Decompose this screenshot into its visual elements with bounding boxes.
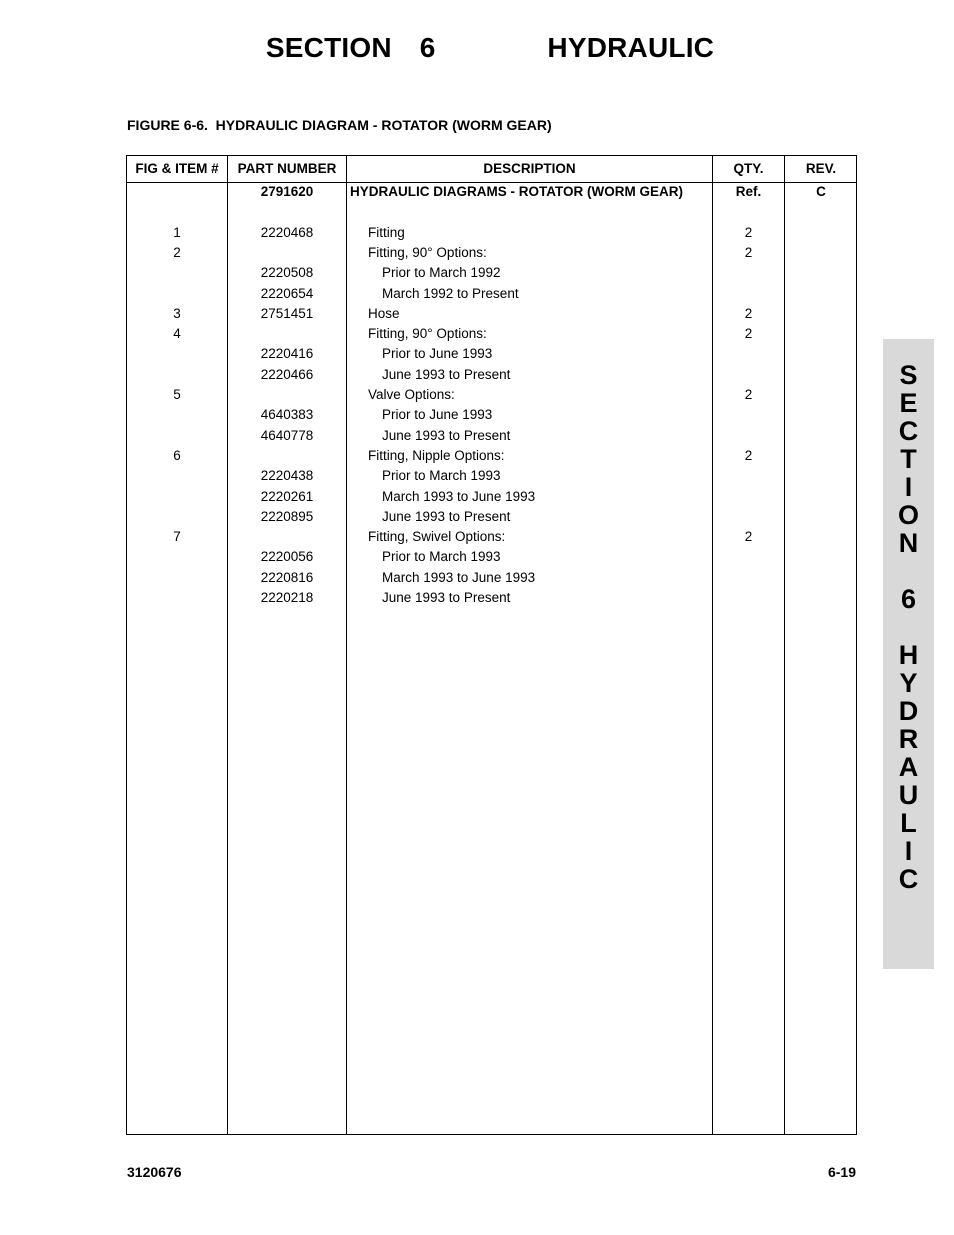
rev-cell: [785, 527, 857, 547]
part-number-cell: 2220654: [260, 285, 314, 301]
description-cell: June 1993 to Present: [382, 508, 511, 524]
rev-cell: [785, 446, 857, 466]
qty-cell: 2: [744, 326, 753, 342]
qty-cell: 2: [744, 224, 753, 240]
part-number-cell: [228, 385, 346, 405]
part-number-cell: 2220816: [260, 569, 314, 585]
table-row: [127, 527, 856, 547]
column-header-fig-item: FIG & ITEM #: [135, 161, 219, 176]
description-cell: Fitting, 90° Options:: [368, 244, 487, 260]
fig-item-cell: [127, 202, 227, 222]
part-number-cell: 2220416: [260, 346, 314, 362]
side-tab-letter: A: [898, 752, 919, 782]
part-number-cell: 2220466: [260, 366, 314, 382]
rev-cell: [785, 324, 857, 344]
rev-cell: [785, 223, 857, 243]
qty-cell: [713, 405, 784, 425]
table-row: [127, 263, 856, 283]
fig-item-cell: 1: [173, 224, 181, 240]
fig-item-cell: 5: [173, 387, 181, 402]
side-tab-letter: C: [898, 864, 919, 894]
side-tab-letter: 6: [900, 584, 917, 614]
part-number-cell: 2751451: [260, 305, 314, 321]
qty-cell: [713, 568, 784, 588]
column-header-description: DESCRIPTION: [483, 161, 576, 176]
side-tab-letter: Y: [899, 668, 918, 698]
description-cell: [350, 202, 710, 222]
description-cell: Prior to June 1993: [382, 346, 493, 362]
part-number-cell: 2220895: [260, 508, 314, 524]
qty-cell: 2: [744, 387, 753, 402]
fig-item-cell: [127, 182, 227, 202]
table-row: [127, 284, 856, 304]
side-tab-letter: S: [899, 360, 918, 390]
part-number-cell: [228, 243, 346, 263]
part-number-cell: 2220261: [260, 488, 314, 504]
description-cell: HYDRAULIC DIAGRAMS - ROTATOR (WORM GEAR): [350, 184, 683, 199]
side-tab-letter: L: [900, 808, 917, 838]
figure-title: FIGURE 6-6. HYDRAULIC DIAGRAM - ROTATOR (WORM GEAR): [127, 117, 552, 133]
table-header-row: [127, 156, 856, 183]
rev-cell: [785, 568, 857, 588]
fig-item-cell: [127, 568, 227, 588]
table-row: [127, 547, 856, 567]
fig-item-cell: 4: [173, 326, 181, 342]
description-cell: Fitting, Swivel Options:: [368, 529, 506, 545]
table-row: [127, 223, 856, 243]
page-title: SECTION 6 HYDRAULIC: [265, 32, 715, 63]
side-tab-letter: D: [898, 696, 919, 726]
table-row: [127, 446, 856, 466]
side-tab-letter: U: [898, 780, 919, 810]
description-cell: Hose: [368, 305, 400, 321]
description-cell: June 1993 to Present: [382, 427, 511, 443]
table-row: [127, 568, 856, 588]
part-number-cell: 2220468: [260, 224, 314, 240]
fig-item-cell: [127, 507, 227, 527]
description-cell: Prior to March 1992: [382, 265, 501, 281]
part-number-cell: 4640383: [260, 407, 314, 423]
description-cell: Prior to March 1993: [382, 468, 501, 484]
side-tab-letter: H: [898, 640, 919, 670]
table-row: [127, 507, 856, 527]
qty-cell: 2: [744, 529, 753, 545]
rev-cell: [785, 263, 857, 283]
rev-cell: [785, 588, 857, 608]
fig-item-cell: 3: [173, 305, 181, 321]
fig-item-cell: 6: [173, 447, 181, 463]
rev-cell: [785, 344, 857, 364]
description-cell: March 1993 to June 1993: [382, 569, 536, 585]
rev-cell: [785, 304, 857, 324]
fig-item-cell: [127, 426, 227, 446]
qty-cell: [713, 426, 784, 446]
table-row: [127, 385, 856, 405]
fig-item-cell: [127, 487, 227, 507]
qty-cell: [713, 588, 784, 608]
part-number-cell: 2220508: [260, 265, 314, 281]
table-row: [127, 466, 856, 486]
rev-cell: C: [816, 184, 826, 199]
fig-item-cell: [127, 344, 227, 364]
column-header-part-number: PART NUMBER: [237, 161, 337, 176]
qty-cell: [713, 365, 784, 385]
side-tab-letter: N: [898, 528, 919, 558]
column-header-qty: QTY.: [733, 161, 764, 176]
description-cell: March 1992 to Present: [382, 285, 519, 301]
qty-cell: 2: [744, 305, 753, 321]
part-number-cell: 4640778: [260, 427, 314, 443]
qty-cell: [713, 344, 784, 364]
part-number-cell: 2791620: [260, 184, 314, 199]
description-cell: June 1993 to Present: [382, 590, 511, 605]
rev-cell: [785, 547, 857, 567]
qty-cell: [713, 487, 784, 507]
rev-cell: [785, 426, 857, 446]
table-row: [127, 405, 856, 425]
qty-cell: [713, 547, 784, 567]
fig-item-cell: [127, 547, 227, 567]
table-row: [127, 202, 856, 222]
side-tab-letter: I: [904, 472, 913, 502]
qty-cell: [713, 202, 784, 222]
section-side-tab: [883, 339, 934, 969]
part-number-cell: [228, 202, 346, 222]
table-row: [127, 487, 856, 507]
side-tab-letter: O: [897, 500, 919, 530]
fig-item-cell: [127, 588, 227, 608]
side-tab-letter: I: [904, 836, 913, 866]
rev-cell: [785, 405, 857, 425]
description-cell: March 1993 to June 1993: [382, 488, 536, 504]
document-number: 3120676: [127, 1164, 182, 1180]
qty-cell: 2: [744, 447, 753, 463]
rev-cell: [785, 202, 857, 222]
description-cell: Fitting, 90° Options:: [368, 326, 487, 342]
table-row: [127, 182, 856, 202]
rev-cell: [785, 487, 857, 507]
part-number-cell: [228, 527, 346, 547]
qty-cell: [713, 466, 784, 486]
description-cell: Prior to March 1993: [382, 549, 501, 565]
description-cell: Fitting: [368, 224, 405, 240]
fig-item-cell: 2: [173, 244, 181, 260]
side-tab-letter: T: [900, 444, 917, 474]
rev-cell: [785, 243, 857, 263]
parts-table: [126, 155, 857, 1135]
side-tab-letter: R: [898, 724, 919, 754]
part-number-cell: 2220218: [260, 590, 314, 605]
part-number-cell: [228, 446, 346, 466]
fig-item-cell: 7: [173, 529, 181, 545]
table-row: [127, 324, 856, 344]
part-number-cell: [228, 324, 346, 344]
description-cell: June 1993 to Present: [382, 366, 511, 382]
table-row: [127, 344, 856, 364]
qty-cell: [713, 507, 784, 527]
description-cell: Prior to June 1993: [382, 407, 493, 423]
rev-cell: [785, 284, 857, 304]
table-row: [127, 588, 856, 608]
fig-item-cell: [127, 365, 227, 385]
description-cell: Fitting, Nipple Options:: [368, 447, 505, 463]
table-row: [127, 426, 856, 446]
qty-cell: 2: [744, 244, 753, 260]
qty-cell: [713, 284, 784, 304]
qty-cell: [713, 263, 784, 283]
rev-cell: [785, 385, 857, 405]
fig-item-cell: [127, 405, 227, 425]
qty-cell: Ref.: [735, 184, 762, 199]
fig-item-cell: [127, 284, 227, 304]
rev-cell: [785, 466, 857, 486]
fig-item-cell: [127, 263, 227, 283]
part-number-cell: 2220438: [260, 468, 314, 484]
rev-cell: [785, 365, 857, 385]
page-number: 6-19: [827, 1164, 856, 1180]
table-row: [127, 243, 856, 263]
side-tab-letter: E: [899, 388, 918, 418]
column-header-rev: REV.: [805, 161, 837, 176]
side-tab-letter: C: [898, 416, 919, 446]
part-number-cell: 2220056: [260, 549, 314, 565]
description-cell: Valve Options:: [368, 387, 455, 402]
table-row: [127, 304, 856, 324]
table-row: [127, 365, 856, 385]
fig-item-cell: [127, 466, 227, 486]
rev-cell: [785, 507, 857, 527]
